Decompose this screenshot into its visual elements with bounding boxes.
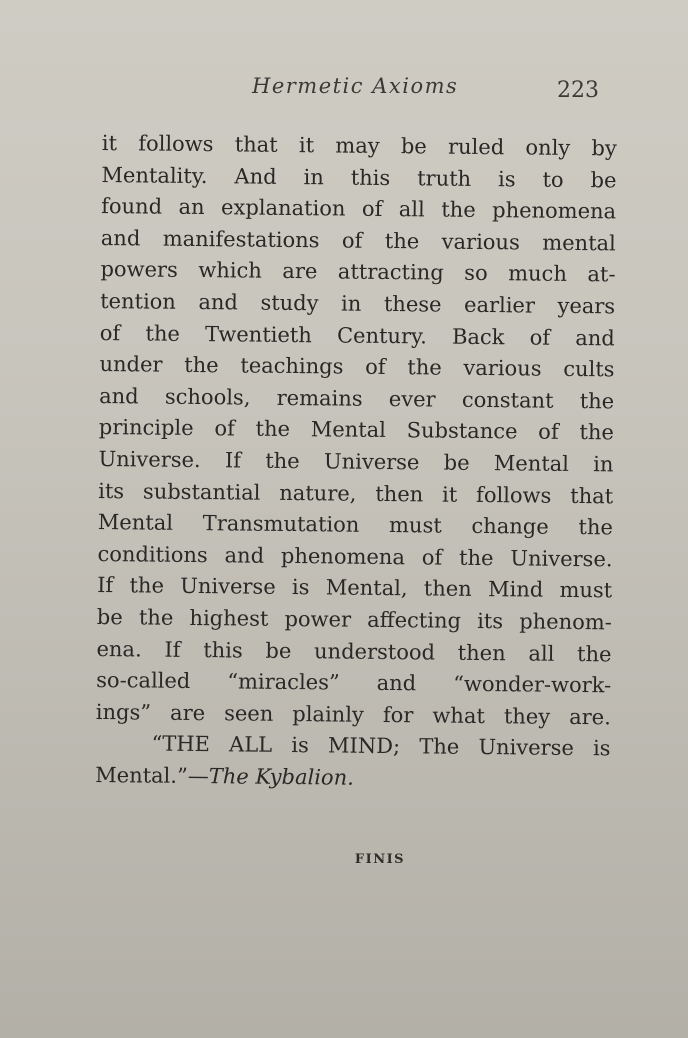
finis-mark: FINIS: [354, 852, 406, 867]
text-line: powers which are attracting so much at-: [100, 257, 616, 287]
quote-line: “THE ALL is MIND; The Universe is: [151, 731, 611, 761]
text-line: ena. If this be understood then all the: [96, 636, 612, 666]
quote-end: Mental.”—: [95, 762, 209, 789]
text-line: and schools, remains ever constant the: [99, 383, 615, 414]
text-line: and manifestations of the various mental: [100, 225, 616, 256]
text-line: it follows that it may be ruled only by: [101, 130, 617, 161]
text-line: tention and study in these earlier years: [100, 288, 616, 319]
text-line: its substantial nature, then it follows that: [98, 478, 614, 508]
page-number: 223: [557, 78, 599, 103]
text-line: ings” are seen plainly for what they are.: [95, 699, 611, 730]
text-line: under the teachings of the various cults: [99, 352, 615, 382]
text-line: found an explanation of all the phenomena: [101, 194, 617, 224]
text-line: Universe. If the Universe be Mental in: [98, 446, 614, 477]
text-line: If the Universe is Mental, then Mind must: [97, 573, 613, 603]
text-line: of the Twentieth Century. Back of and: [99, 320, 615, 350]
running-head: [100, 74, 605, 106]
text-line: conditions and phenomena of the Universe.: [97, 541, 613, 572]
text-line: Mentality. And in this truth is to be: [101, 162, 617, 192]
quote-attribution-line: [95, 760, 610, 797]
text-line: Mental Transmutation must change the: [97, 510, 613, 540]
body-text: [95, 128, 617, 797]
running-title: Hermetic Axioms: [252, 74, 459, 98]
text-line: principle of the Mental Substance of the: [98, 415, 614, 445]
text-line: so-called “miracles” and “wonder-work-: [96, 668, 612, 698]
quote-attribution: The Kybalion.: [208, 764, 354, 790]
text-line: be the highest power affecting its phenom-: [96, 604, 612, 635]
